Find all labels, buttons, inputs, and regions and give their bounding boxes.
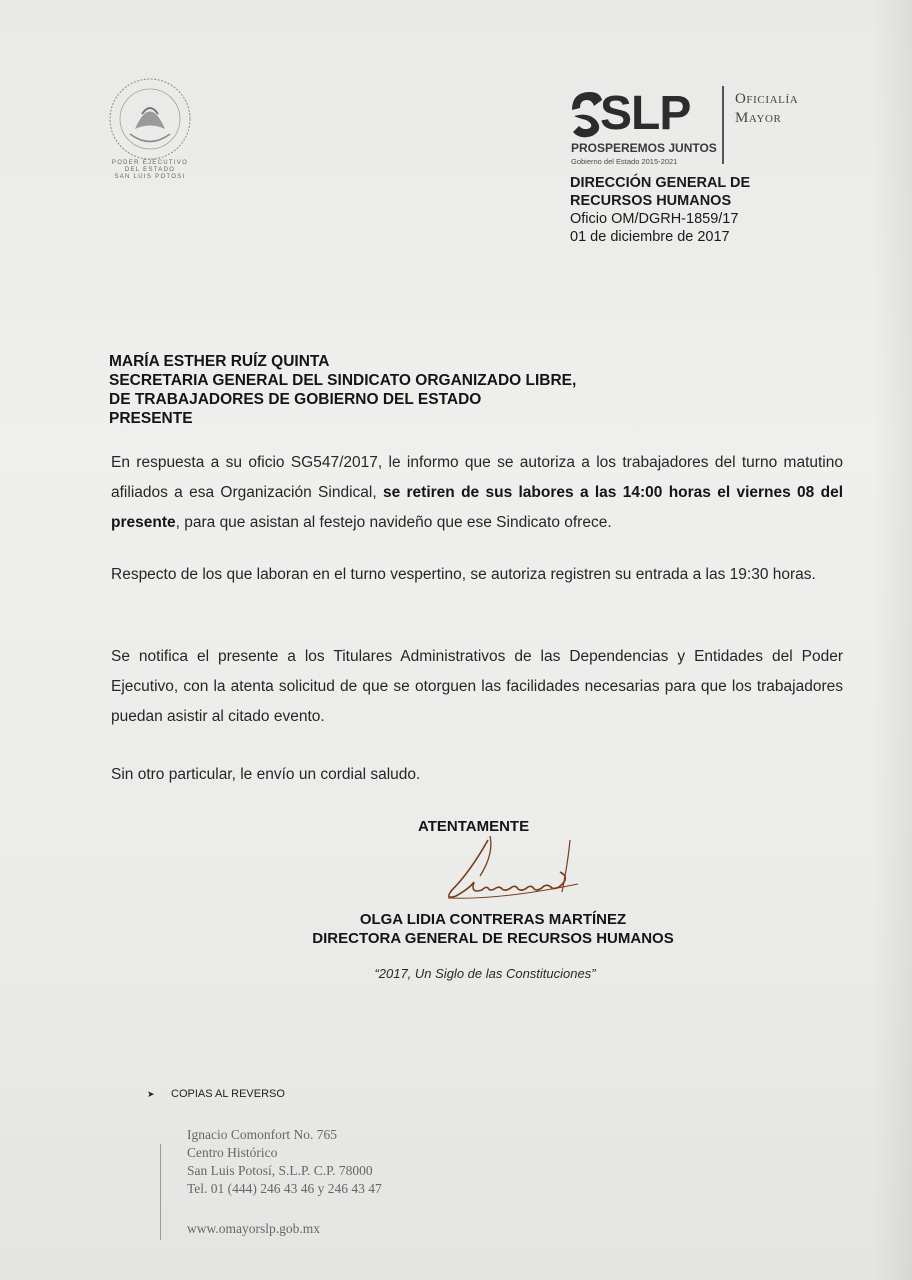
addressee-title: SECRETARIA GENERAL DEL SINDICATO ORGANIZADO LIBRE,	[109, 372, 577, 389]
footer-website: www.omayorslp.gob.mx	[187, 1221, 320, 1236]
body-paragraph-3: Se notifica el presente a los Titulares Administrativos de las Dependencias y Entidades del Poder Ejecutivo, con la atenta solicitud de que se otorguen las facilidades necesarias para que los trabajadores puedan asistir al citado evento.	[111, 648, 843, 725]
addressee-name: MARÍA ESTHER RUÍZ QUINTA	[109, 353, 330, 370]
body-paragraph-2: Respecto de los que laboran en el turno vespertino, se autoriza registren su entrada a las 19:30 horas.	[111, 566, 816, 583]
copies-note: ➤ COPIAS AL REVERSO	[147, 1088, 285, 1100]
body-paragraph-1: En respuesta a su oficio SG547/2017, le informo que se autoriza a los trabajadores del turno matutino afiliados a esa Organización Sindical, se retiren de sus labores a las 14:00 horas el viernes 08 del presente, para que asistan al festejo navideño que ese Sindicato ofrece.	[111, 454, 843, 531]
body-paragraph-4: Sin otro particular, le envío un cordial saludo.	[111, 766, 421, 783]
addressee-title: DE TRABAJADORES DE GOBIERNO DEL ESTADO	[109, 391, 482, 408]
oficio-reference	[570, 210, 738, 246]
addressee-block	[109, 352, 576, 428]
footer-divider	[160, 1144, 161, 1240]
seal-caption: PODER EJECUTIVO DEL ESTADO SAN LUIS POTOSI	[111, 160, 189, 180]
logo-divider	[722, 86, 724, 164]
signature-icon	[430, 832, 590, 912]
logo-tagline: PROSPEREMOS JUNTOS	[571, 141, 717, 155]
presente-label: PRESENTE	[109, 410, 193, 427]
oficio-number: Oficio OM/DGRH-1859/17	[570, 211, 739, 227]
arrow-icon: ➤	[147, 1089, 155, 1099]
department-name: DIRECCIÓN GENERAL DE RECURSOS HUMANOS	[570, 175, 751, 209]
signer-block	[283, 910, 703, 948]
footer-address: Ignacio Comonfort No. 765 Centro Histórico San Luis Potosí, S.L.P. C.P. 78000 Tel. 01 (444) 246 43 46 y 246 43 47	[187, 1127, 382, 1196]
logo-subtagline: Gobierno del Estado 2015-2021	[571, 157, 678, 166]
signer-title: DIRECTORA GENERAL DE RECURSOS HUMANOS	[312, 930, 674, 947]
logo-word: SLP	[600, 87, 691, 140]
closing-atentamente: ATENTAMENTE	[418, 818, 530, 835]
footer-phone: Tel. 01 (444) 246 43 46 y 246 43 47	[187, 1181, 382, 1196]
office-name: Oficialía Mayor	[735, 91, 799, 126]
letter-date: 01 de diciembre de 2017	[570, 229, 730, 245]
year-motto: “2017, Un Siglo de las Constituciones”	[374, 966, 596, 981]
page-shadow	[872, 0, 912, 1280]
signer-name: OLGA LIDIA CONTRERAS MARTÍNEZ	[359, 911, 627, 928]
